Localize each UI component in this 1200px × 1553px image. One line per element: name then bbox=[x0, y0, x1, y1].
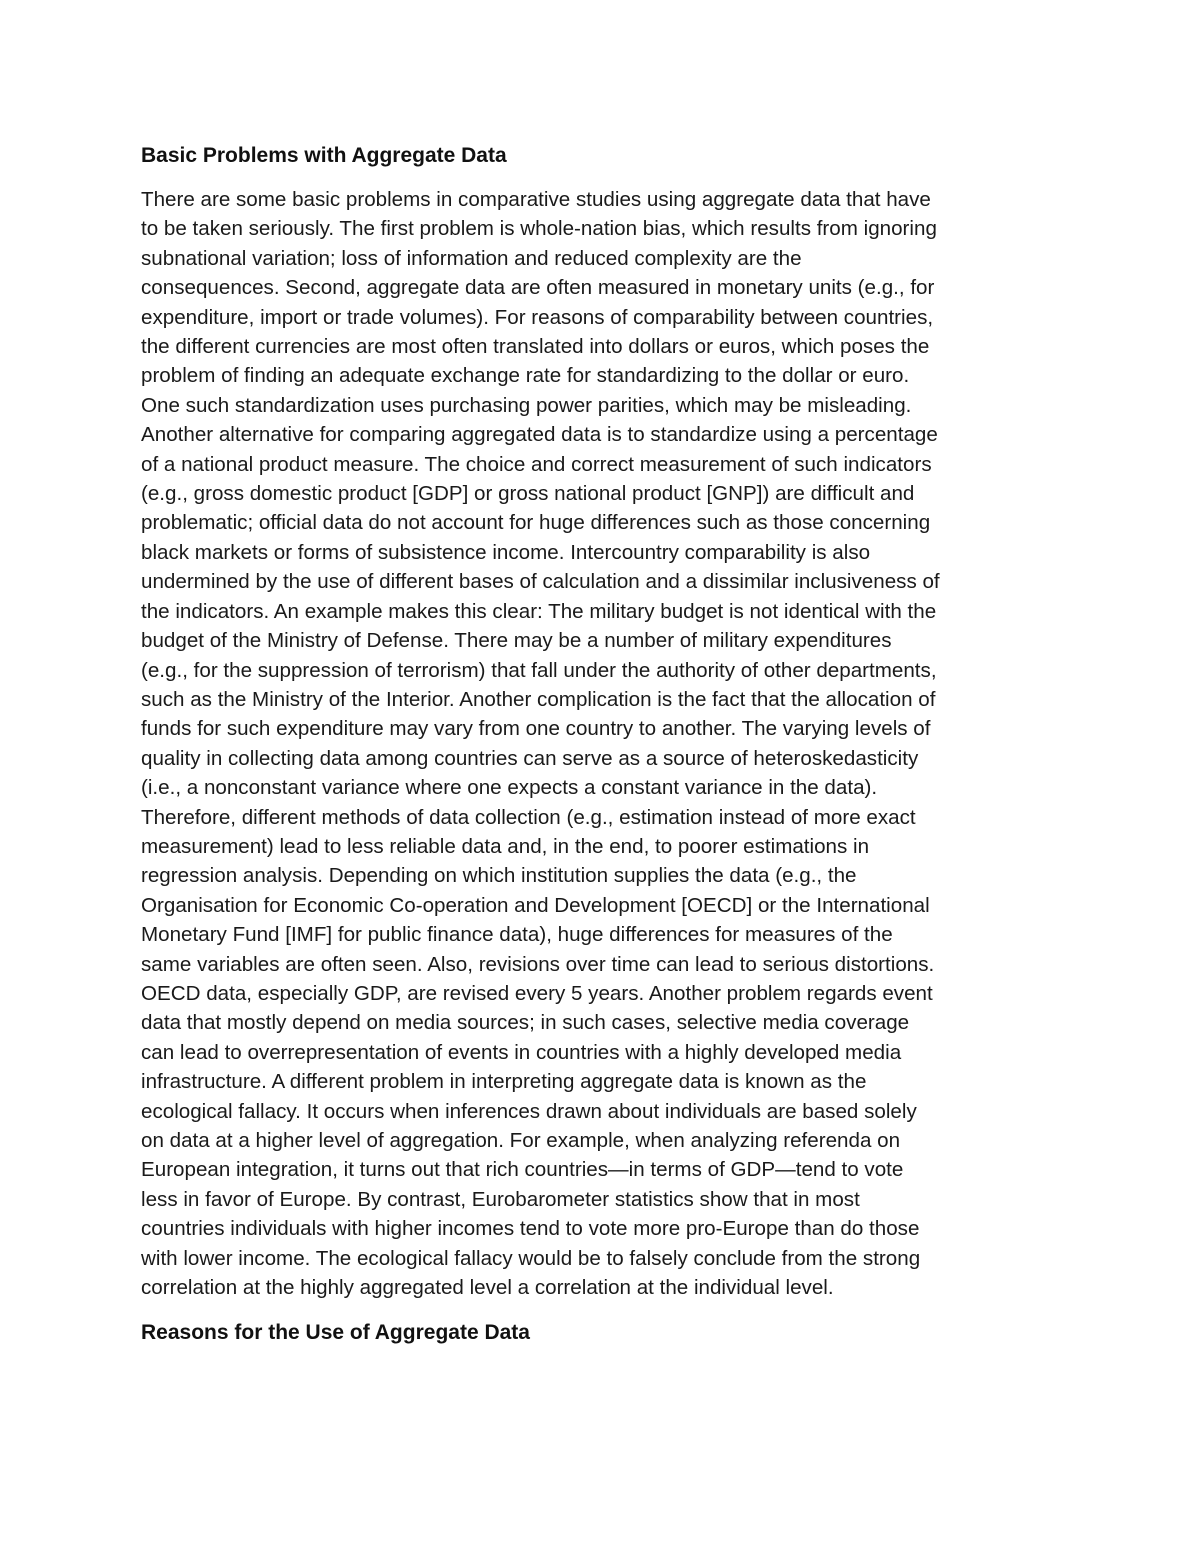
paragraph-line: subnational variation; loss of information and reduced complexity are the bbox=[141, 246, 802, 270]
paragraph-line: quality in collecting data among countries can serve as a source of heteroskedasticity bbox=[141, 746, 919, 770]
paragraph-line: (e.g., for the suppression of terrorism) that fall under the authority of other departments, bbox=[141, 658, 937, 682]
paragraph-line: measurement) lead to less reliable data and, in the end, to poorer estimations in bbox=[141, 834, 870, 858]
paragraph-line: undermined by the use of different bases of calculation and a dissimilar inclusiveness of bbox=[141, 570, 940, 594]
paragraph-line: funds for such expenditure may vary from one country to another. The varying levels of bbox=[141, 717, 931, 741]
paragraph-line: There are some basic problems in comparative studies using aggregate data that have bbox=[141, 188, 931, 211]
paragraph-line: black markets or forms of subsistence income. Intercountry comparability is also bbox=[141, 540, 871, 564]
paragraph-line: of a national product measure. The choice and correct measurement of such indicators bbox=[141, 452, 932, 476]
paragraph-line: such as the Ministry of the Interior. Another complication is the fact that the allocation of bbox=[141, 687, 936, 711]
paragraph-line: same variables are often seen. Also, revisions over time can lead to serious distortions. bbox=[141, 952, 935, 976]
paragraph-line: infrastructure. A different problem in interpreting aggregate data is known as the bbox=[141, 1070, 867, 1094]
paragraph-line: correlation at the highly aggregated level a correlation at the individual level. bbox=[141, 1276, 834, 1300]
paragraph-line: less in favor of Europe. By contrast, Eurobarometer statistics show that in most bbox=[141, 1187, 860, 1211]
body-paragraph bbox=[141, 185, 1066, 1302]
paragraph-line: the different currencies are most often translated into dollars or euros, which poses the bbox=[141, 335, 930, 359]
paragraph-line: European integration, it turns out that rich countries—in terms of GDP—tend to vote bbox=[141, 1158, 904, 1182]
paragraph-line: on data at a higher level of aggregation. For example, when analyzing referenda on bbox=[141, 1129, 901, 1152]
paragraph-line: budget of the Ministry of Defense. There may be a number of military expenditures bbox=[141, 629, 892, 653]
paragraph-line: One such standardization uses purchasing power parities, which may be misleading. bbox=[141, 393, 912, 417]
paragraph-line: data that mostly depend on media sources; in such cases, selective media coverage bbox=[141, 1011, 910, 1035]
paragraph-line: countries individuals with higher incomes tend to vote more pro-Europe than do those bbox=[141, 1217, 920, 1241]
paragraph-line: Therefore, different methods of data collection (e.g., estimation instead of more exact bbox=[141, 805, 916, 829]
paragraph-line: can lead to overrepresentation of events in countries with a highly developed media bbox=[141, 1040, 902, 1064]
paragraph-line: problematic; official data do not account for huge differences such as those concerning bbox=[141, 511, 931, 535]
paragraph-line: ecological fallacy. It occurs when inferences drawn about individuals are based solely bbox=[141, 1099, 917, 1123]
paragraph-line: the indicators. An example makes this clear: The military budget is not identical with the bbox=[141, 599, 937, 623]
paragraph-line: OECD data, especially GDP, are revised every 5 years. Another problem regards event bbox=[141, 981, 933, 1005]
paragraph-line: consequences. Second, aggregate data are often measured in monetary units (e.g., for bbox=[141, 276, 935, 300]
paragraph-line: expenditure, import or trade volumes). For reasons of comparability between countries, bbox=[141, 305, 934, 329]
paragraph-line: (e.g., gross domestic product [GDP] or gross national product [GNP]) are difficult and bbox=[141, 482, 915, 506]
paragraph-line: (i.e., a nonconstant variance where one expects a constant variance in the data). bbox=[141, 776, 878, 800]
paragraph-line: to be taken seriously. The first problem is whole-nation bias, which results from ignoring bbox=[141, 217, 937, 241]
paragraph-line: problem of finding an adequate exchange rate for standardizing to the dollar or euro. bbox=[141, 364, 910, 388]
section-heading-next: Reasons for the Use of Aggregate Data bbox=[141, 1321, 530, 1345]
paragraph-line: regression analysis. Depending on which institution supplies the data (e.g., the bbox=[141, 864, 857, 888]
document-content bbox=[141, 141, 1066, 1348]
paragraph-line: Organisation for Economic Co-operation and Development [OECD] or the International bbox=[141, 893, 930, 917]
paragraph-line: Another alternative for comparing aggregated data is to standardize using a percentage bbox=[141, 423, 938, 447]
paragraph-line: Monetary Fund [IMF] for public finance data), huge differences for measures of the bbox=[141, 923, 893, 947]
section-heading: Basic Problems with Aggregate Data bbox=[141, 144, 507, 167]
paragraph-line: with lower income. The ecological fallacy would be to falsely conclude from the strong bbox=[141, 1246, 921, 1270]
